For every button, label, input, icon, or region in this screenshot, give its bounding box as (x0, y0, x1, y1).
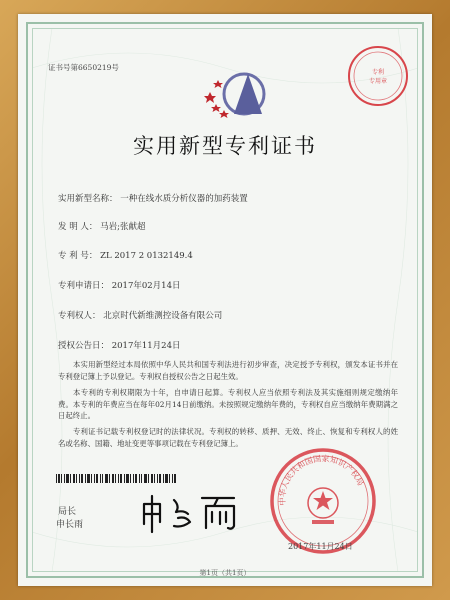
patent-office-logo (204, 66, 274, 122)
utility-model-name-label: 实用新型名称： (58, 194, 118, 204)
filing-date-label: 专利申请日： (58, 281, 110, 291)
office-seal (268, 446, 378, 556)
director-name: 申长雨 (56, 520, 84, 530)
patent-number-label: 专 利 号： (58, 251, 98, 261)
seal-text: 中华人民共和国国家知识产权局 (277, 454, 366, 506)
paragraph-legal-status: 专利证书记载专利权登记时的法律状况。专利权的转移、质押、无效、终止、恢复和专利权人的姓名或名称、国籍、地址变更等事项记载在专利登记簿上。 (58, 427, 398, 448)
patentee-row (58, 309, 222, 321)
patentee-label: 专利权人： (58, 311, 101, 321)
director-title: 局长 (58, 507, 77, 517)
patent-number-value: ZL 2017 2 0132149.4 (100, 251, 193, 261)
inventor-label: 发 明 人： (58, 222, 98, 232)
utility-model-name-row (58, 192, 248, 204)
patent-number-row (58, 249, 193, 261)
paragraph-grant-decision: 本实用新型经过本局依照中华人民共和国专利法进行初步审查，决定授予专利权，颁发本证书并在专利登记簿上予以登记。专利权自授权公告之日起生效。 (58, 360, 398, 381)
barcode (56, 474, 176, 483)
filing-date-value: 2017年02月14日 (111, 281, 181, 291)
special-seal (346, 44, 410, 108)
certificate-number: 证书号第6650219号 (48, 63, 119, 72)
patentee-value: 北京时代新维测控设备有限公司 (103, 311, 223, 321)
seal-date: 2017年11月24日 (288, 542, 353, 551)
inventor-value: 马岩;张献超 (100, 222, 146, 232)
page-footer: 第1页（共1页） (199, 569, 251, 577)
certificate-title: 实用新型专利证书 (133, 134, 317, 158)
svg-text:专利: 专利 (371, 69, 385, 76)
utility-model-name-value: 一种在线水质分析仪器的加药装置 (120, 194, 248, 204)
grant-date-label: 授权公告日： (58, 341, 110, 351)
inventor-row (58, 220, 145, 232)
director-signature (138, 492, 248, 534)
svg-text:专用章: 专用章 (368, 78, 388, 85)
certificate-paper (18, 14, 432, 586)
grant-date-row (58, 339, 180, 351)
filing-date-row (58, 279, 180, 291)
grant-date-value: 2017年11月24日 (111, 341, 181, 351)
paragraph-term-and-fees: 本专利的专利权期限为十年，自申请日起算。专利权人应当依照专利法及其实施细则规定缴纳年费。本专利的年费应当在每年02月14日前缴纳。未按照规定缴纳年费的，专利权自应当缴纳年费期满之日起终止。 (58, 388, 398, 421)
